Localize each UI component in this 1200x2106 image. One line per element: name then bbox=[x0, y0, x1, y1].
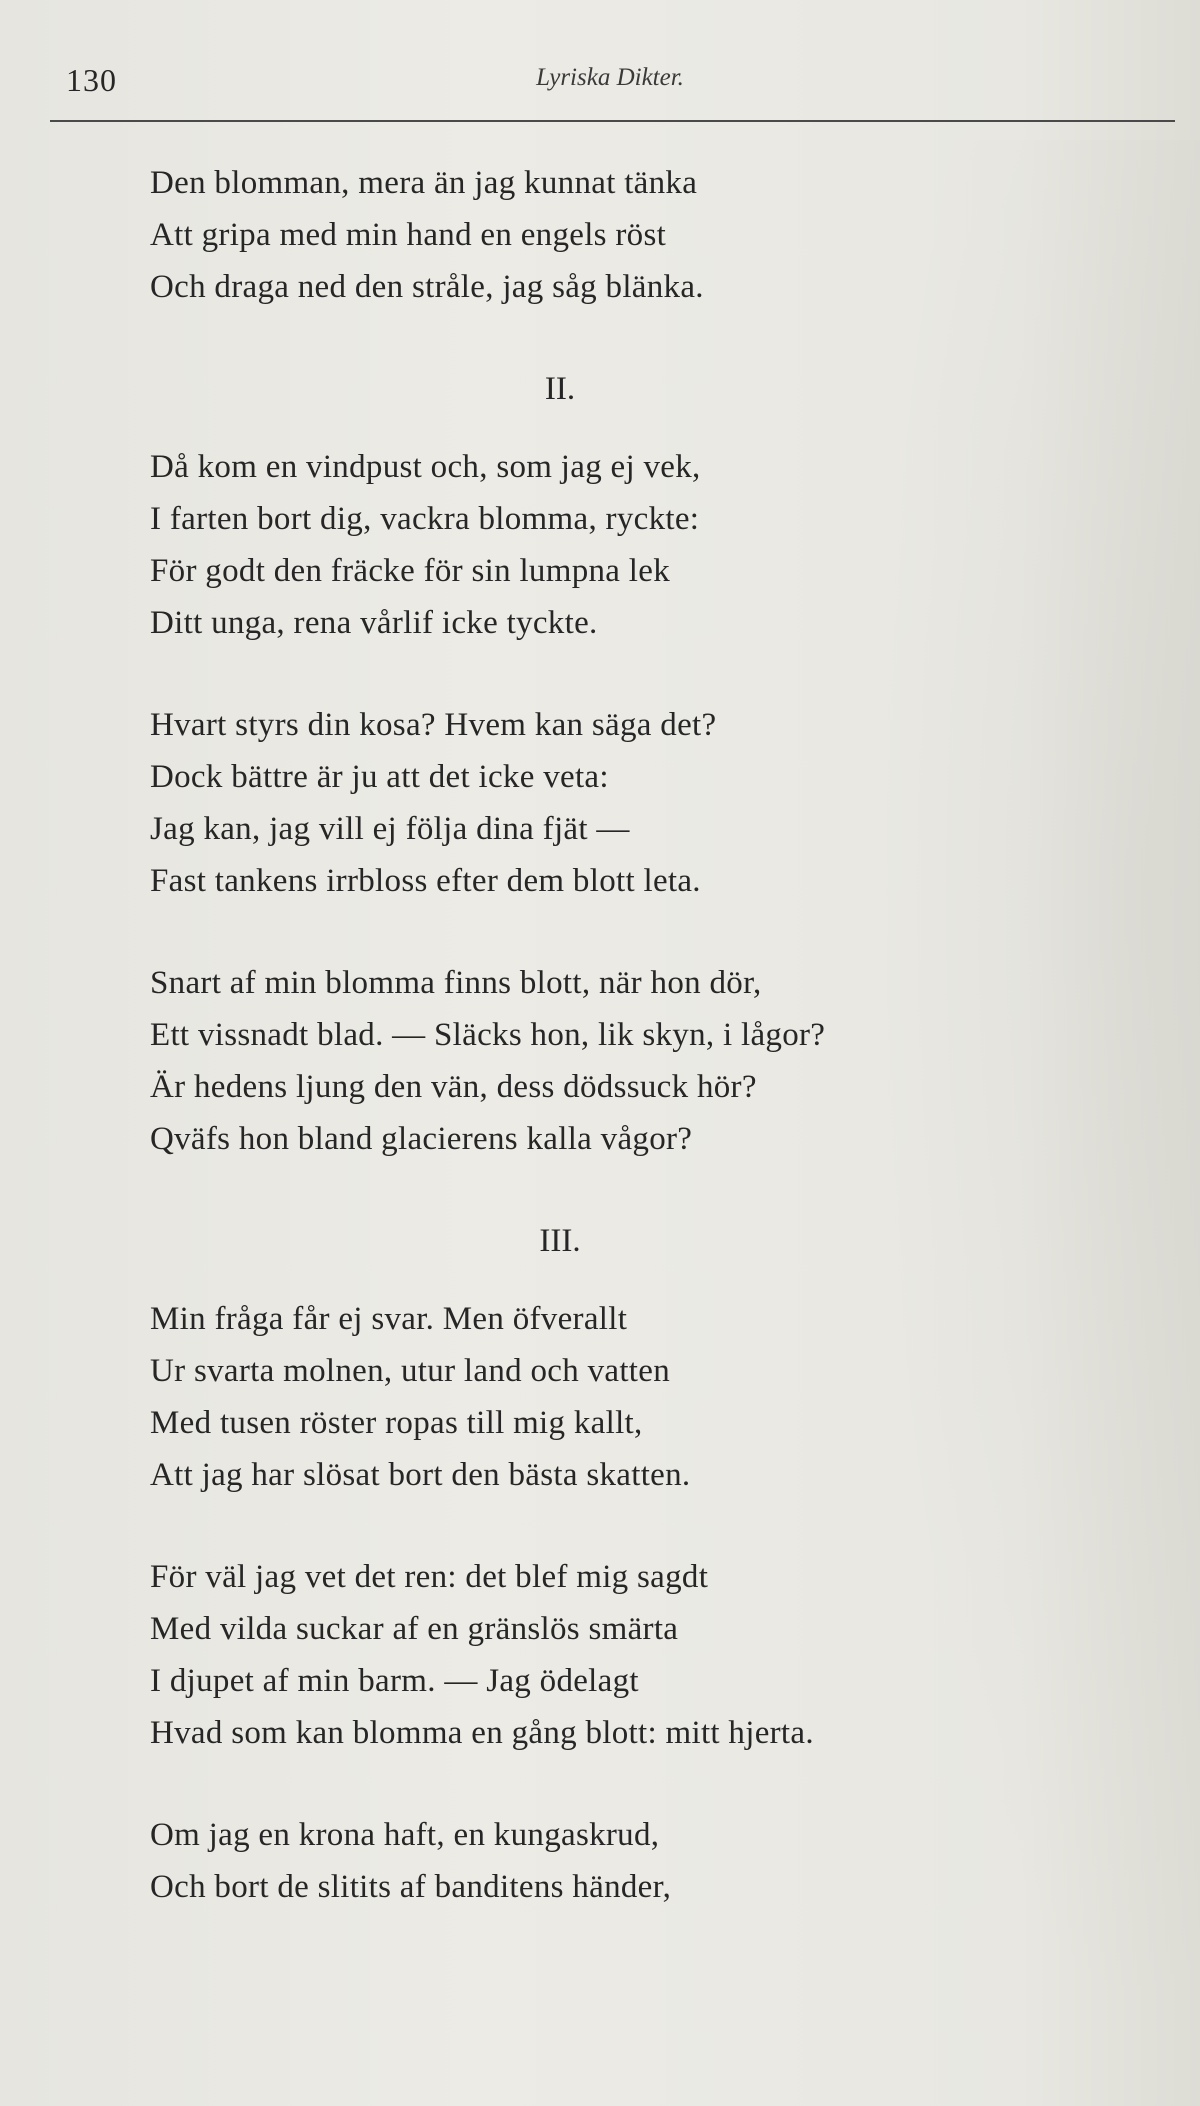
section-numeral-ii: II. bbox=[544, 371, 576, 407]
poem-line: Med tusen röster ropas till mig kallt, bbox=[150, 1405, 643, 1441]
poem-line: Dock bättre är ju att det icke veta: bbox=[150, 759, 609, 795]
poem-line: Om jag en krona haft, en kungaskrud, bbox=[150, 1817, 660, 1853]
poem-line: Ett vissnadt blad. — Släcks hon, lik skyn, i lågor? bbox=[150, 1017, 826, 1053]
stanza bbox=[150, 1551, 1150, 1759]
section-numeral-iii: III. bbox=[539, 1223, 581, 1259]
running-head bbox=[0, 0, 1200, 130]
running-title: Lyriska Dikter. bbox=[536, 64, 684, 91]
poem-line: Den blomman, mera än jag kunnat tänka bbox=[150, 165, 698, 201]
poem-line: I farten bort dig, vackra blomma, ryckte: bbox=[150, 501, 700, 537]
poem-line: Hvart styrs din kosa? Hvem kan säga det? bbox=[150, 707, 717, 743]
stanza bbox=[150, 1293, 1150, 1501]
stanza bbox=[150, 441, 1150, 649]
page-number: 130 bbox=[66, 62, 117, 98]
stanza bbox=[150, 157, 1150, 313]
poem-line: Att jag har slösat bort den bästa skatten. bbox=[150, 1457, 691, 1493]
poem-line: Ur svarta molnen, utur land och vatten bbox=[150, 1353, 670, 1389]
poem-line: Då kom en vindpust och, som jag ej vek, bbox=[150, 449, 701, 485]
poem-line: För godt den fräcke för sin lumpna lek bbox=[150, 553, 671, 589]
poem-line: Och draga ned den stråle, jag såg blänka. bbox=[150, 269, 704, 305]
poem-line: Qväfs hon bland glacierens kalla vågor? bbox=[150, 1121, 693, 1157]
poem-line: För väl jag vet det ren: det blef mig sagdt bbox=[150, 1559, 709, 1595]
stanza bbox=[150, 1809, 1150, 1913]
poem-line: Snart af min blomma finns blott, när hon dör, bbox=[150, 965, 762, 1001]
poem-line: Hvad som kan blomma en gång blott: mitt hjerta. bbox=[150, 1715, 814, 1751]
poem-line: I djupet af min barm. — Jag ödelagt bbox=[150, 1663, 639, 1699]
poem-line: Med vilda suckar af en gränslös smärta bbox=[150, 1611, 679, 1647]
poem-line: Är hedens ljung den vän, dess dödssuck hör? bbox=[150, 1069, 757, 1105]
poem-line: Och bort de slitits af banditens händer, bbox=[150, 1869, 672, 1905]
stanza bbox=[150, 699, 1150, 907]
poem-line: Jag kan, jag vill ej följa dina fjät — bbox=[150, 811, 630, 847]
poem-body bbox=[150, 157, 1150, 1963]
poem-line: Ditt unga, rena vårlif icke tyckte. bbox=[150, 605, 598, 641]
poem-line: Min fråga får ej svar. Men öfverallt bbox=[150, 1301, 628, 1337]
poem-line: Fast tankens irrbloss efter dem blott leta. bbox=[150, 863, 701, 899]
stanza bbox=[150, 957, 1150, 1165]
header-rule bbox=[50, 120, 1175, 122]
poem-line: Att gripa med min hand en engels röst bbox=[150, 217, 667, 253]
